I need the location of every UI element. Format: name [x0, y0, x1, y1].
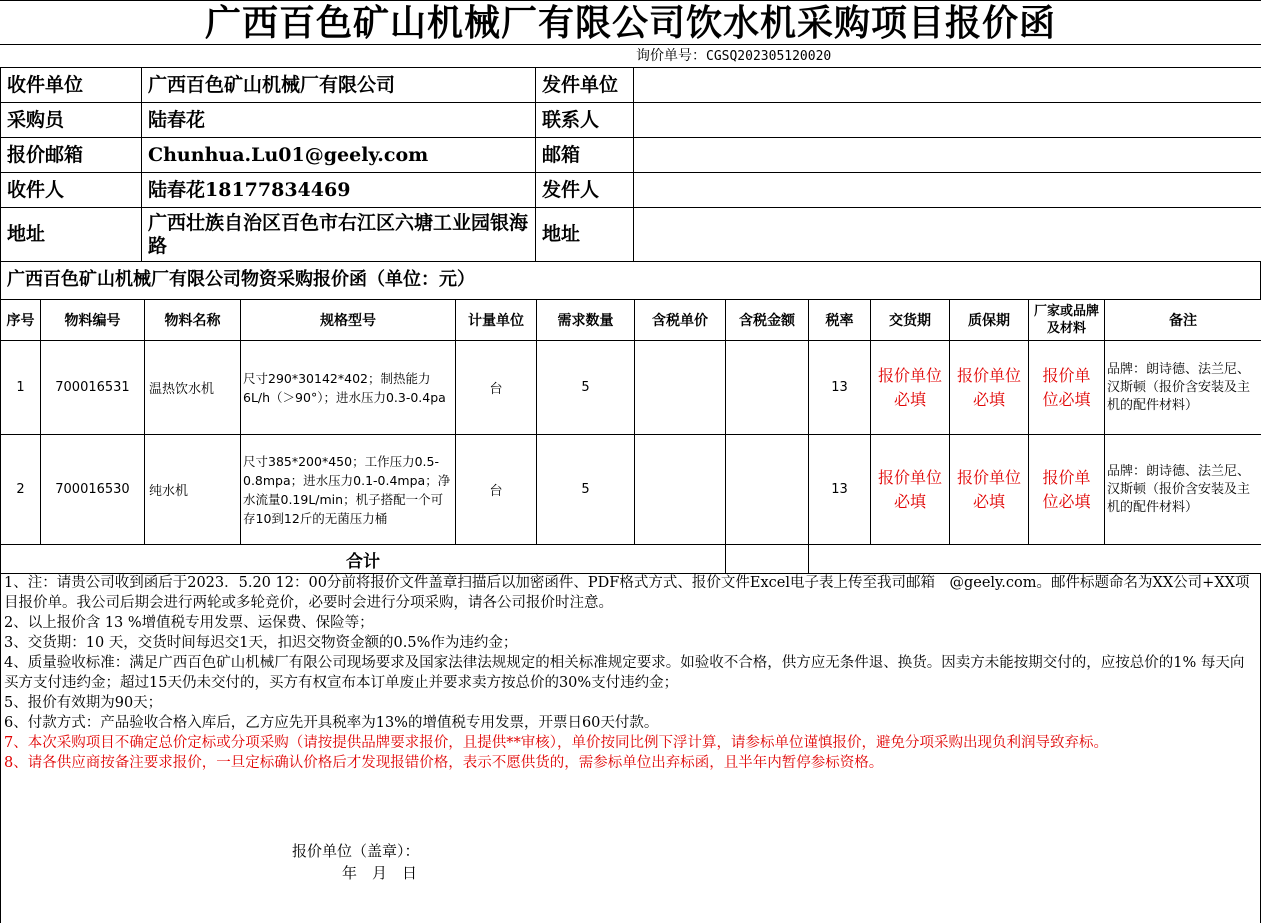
cell-delivery[interactable]: 报价单位必填: [871, 341, 950, 435]
cell-no: 2: [1, 435, 41, 545]
cell-no: 1: [1, 341, 41, 435]
cell-delivery[interactable]: 报价单位必填: [871, 435, 950, 545]
column-header: 备注: [1105, 300, 1261, 341]
info-value[interactable]: 广西百色矿山机械厂有限公司: [142, 68, 536, 103]
cell-tax-rate: 13: [809, 435, 871, 545]
contact-info-table: [0, 67, 1261, 262]
table-row: [1, 341, 1261, 435]
info-value[interactable]: [634, 208, 1261, 262]
cell-code: 700016530: [41, 435, 145, 545]
column-header: 交货期: [871, 300, 950, 341]
table-header-row: [1, 300, 1261, 341]
total-amount[interactable]: [726, 545, 809, 574]
cell-unit: 台: [456, 341, 537, 435]
note-item: 2、以上报价含 13 %增值税专用发票、运保费、保险等；: [4, 615, 374, 631]
info-label: 采购员: [1, 103, 142, 138]
info-value[interactable]: [634, 173, 1261, 208]
table-row: [1, 435, 1261, 545]
cell-note: 品牌：朗诗德、法兰尼、汉斯顿（报价含安装及主机的配件材料）: [1105, 435, 1261, 545]
total-blank: [809, 545, 1261, 574]
info-label: 收件人: [1, 173, 142, 208]
column-header: 需求数量: [537, 300, 635, 341]
note-item: 5、报价有效期为90天；: [4, 695, 163, 711]
column-header: 序号: [1, 300, 41, 341]
note-item: 1、注：请贵公司收到函后于2023．5.20 12：00分前将报价文件盖章扫描后以加密函件、PDF格式方式、报价文件Excel电子表上传至我司邮箱 @geely.com。邮件标题命名为XX公司+XX项目报价单。我公司后期会进行两轮或多轮竞价，必要时会进行分项采购，请各公司报价时注意。: [4, 575, 1250, 611]
inquiry-number-label: 询价单号：: [636, 48, 706, 64]
total-row: [1, 545, 1261, 574]
cell-brand[interactable]: 报价单位必填: [1029, 435, 1105, 545]
column-header: 计量单位: [456, 300, 537, 341]
info-label: 邮箱: [536, 138, 634, 173]
note-item: 3、交货期：10 天，交货时间每迟交1天，扣迟交物资金额的0.5%作为违约金；: [4, 635, 518, 651]
cell-unit-price[interactable]: [635, 341, 726, 435]
section-title: 广西百色矿山机械厂有限公司物资采购报价函（单位：元）: [0, 261, 1261, 299]
info-row: [1, 208, 1261, 262]
cell-warranty[interactable]: 报价单位必填: [950, 435, 1029, 545]
column-header: 税率: [809, 300, 871, 341]
cell-note: 品牌：朗诗德、法兰尼、汉斯顿（报价含安装及主机的配件材料）: [1105, 341, 1261, 435]
cell-warranty[interactable]: 报价单位必填: [950, 341, 1029, 435]
info-row: [1, 138, 1261, 173]
info-label: 地址: [1, 208, 142, 262]
info-label: 联系人: [536, 103, 634, 138]
cell-tax-rate: 13: [809, 341, 871, 435]
document-title: 广西百色矿山机械厂有限公司饮水机采购项目报价函: [0, 0, 1261, 45]
cell-spec: 尺寸385*200*450；工作压力0.5-0.8mpa；进水压力0.1-0.4mpa；净水流量0.19L/min；机子搭配一个可存10到12斤的无菌压力桶: [241, 435, 456, 545]
cell-name: 纯水机: [145, 435, 241, 545]
column-header: 含税单价: [635, 300, 726, 341]
info-label: 地址: [536, 208, 634, 262]
info-value[interactable]: [634, 103, 1261, 138]
cell-spec: 尺寸290*30142*402；制热能力6L/h（＞90°）；进水压力0.3-0.4pa: [241, 341, 456, 435]
info-row: [1, 173, 1261, 208]
info-row: [1, 68, 1261, 103]
note-item: 8、请各供应商按备注要求报价，一旦定标确认价格后才发现报错价格，表示不愿供货的，需参标单位出弃标函，且半年内暂停参标资格。: [4, 755, 884, 771]
info-label: 收件单位: [1, 68, 142, 103]
info-label: 报价邮箱: [1, 138, 142, 173]
date-label: 年 月 日: [342, 864, 418, 882]
cell-amount[interactable]: [726, 341, 809, 435]
column-header: 规格型号: [241, 300, 456, 341]
info-value[interactable]: [634, 68, 1261, 103]
column-header: 厂家或品牌及材料: [1029, 300, 1105, 341]
info-value[interactable]: [634, 138, 1261, 173]
info-value[interactable]: 广西壮族自治区百色市右江区六塘工业园银海路: [142, 208, 536, 262]
cell-name: 温热饮水机: [145, 341, 241, 435]
note-item: 6、付款方式：产品验收合格入库后，乙方应先开具税率为13%的增值税专用发票，开票日60天付款。: [4, 715, 659, 731]
inquiry-number: [636, 46, 831, 66]
total-label: 合计: [1, 545, 726, 574]
info-value[interactable]: 陆春花: [142, 103, 536, 138]
cell-code: 700016531: [41, 341, 145, 435]
cell-unit: 台: [456, 435, 537, 545]
info-label: 发件单位: [536, 68, 634, 103]
note-item: 4、质量验收标准：满足广西百色矿山机械厂有限公司现场要求及国家法律法规规定的相关标准规定要求。如验收不合格，供方应无条件退、换货。因卖方未能按期交付的，应按总价的1% 每天向买方支付违约金；超过15天仍未交付的，买方有权宣布本订单废止并要求卖方按总价的30%支付违约金；: [4, 655, 1245, 691]
column-header: 物料名称: [145, 300, 241, 341]
info-row: [1, 103, 1261, 138]
cell-unit-price[interactable]: [635, 435, 726, 545]
note-item: 7、本次采购项目不确定总价定标或分项采购（请按提供品牌要求报价，且提供**审核），单价按同比例下浮计算，请参标单位谨慎报价，避免分项采购出现负利润导致弃标。: [4, 735, 1108, 751]
items-table: [0, 299, 1261, 574]
signature-label: 报价单位（盖章）：: [292, 842, 420, 860]
notes-section: [0, 573, 1261, 923]
info-value[interactable]: 陆春花18177834469: [142, 173, 536, 208]
info-value[interactable]: Chunhua.Lu01@geely.com: [142, 138, 536, 173]
cell-amount[interactable]: [726, 435, 809, 545]
column-header: 含税金额: [726, 300, 809, 341]
inquiry-number-value: CGSQ202305120020: [706, 49, 832, 64]
info-label: 发件人: [536, 173, 634, 208]
cell-qty: 5: [537, 341, 635, 435]
column-header: 物料编号: [41, 300, 145, 341]
cell-brand[interactable]: 报价单位必填: [1029, 341, 1105, 435]
column-header: 质保期: [950, 300, 1029, 341]
cell-qty: 5: [537, 435, 635, 545]
